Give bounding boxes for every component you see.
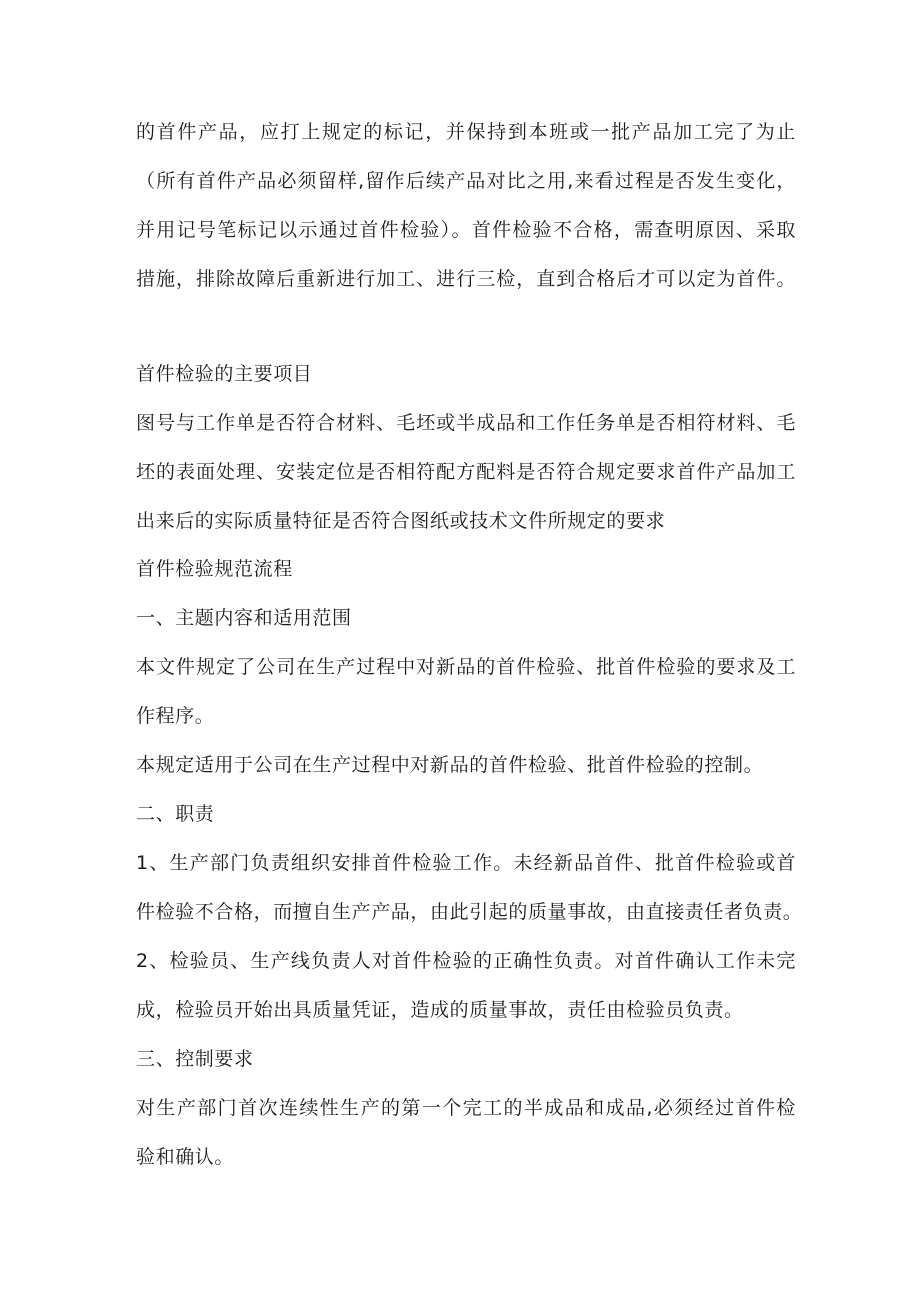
paragraph-line: 并用记号笔标记以示通过首件检验）。首件检验不合格，需查明原因、采取 [136,219,796,241]
section-heading: 首件检验的主要项目 [136,363,313,385]
section-heading: 三、控制要求 [136,1048,254,1070]
paragraph-line: 作程序。 [136,705,215,727]
paragraph-line: 出来后的实际质量特征是否符合图纸或技术文件所规定的要求 [136,510,666,532]
paragraph-line: 的首件产品，应打上规定的标记，并保持到本班或一批产品加工完了为止 [136,121,796,143]
section-heading: 首件检验规范流程 [136,558,293,580]
paragraph-line: 措施，排除故障后重新进行加工、进行三检，直到合格后才可以定为首件。 [136,268,796,290]
paragraph-line: 坯的表面处理、安装定位是否相符配方配料是否符合规定要求首件产品加工 [136,461,796,483]
paragraph-line: 图号与工作单是否符合材料、毛坯或半成品和工作任务单是否相符材料、毛 [136,412,796,434]
section-heading: 一、主题内容和适用范围 [136,607,352,629]
paragraph-line: 件检验不合格，而擅自生产产品，由此引起的质量事故，由直接责任者负责。 [136,901,803,923]
paragraph-line: 本规定适用于公司在生产过程中对新品的首件检验、批首件检验的控制。 [136,754,764,776]
paragraph-line: 2、检验员、生产线负责人对首件检验的正确性负责。对首件确认工作未完 [136,950,796,972]
paragraph-line: 本文件规定了公司在生产过程中对新品的首件检验、批首件检验的要求及工 [136,656,796,678]
section-heading: 二、职责 [136,803,215,825]
paragraph-line: 成，检验员开始出具质量凭证，造成的质量事故，责任由检验员负责。 [136,999,744,1021]
paragraph-line: 对生产部门首次连续性生产的第一个完工的半成品和成品,必须经过首件检 [136,1097,796,1119]
paragraph-line: （所有首件产品必须留样,留作后续产品对比之用,来看过程是否发生变化， [136,170,796,192]
paragraph-line: 1、生产部门负责组织安排首件检验工作。未经新品首件、批首件检验或首 [136,852,796,874]
paragraph-line: 验和确认。 [136,1146,235,1168]
